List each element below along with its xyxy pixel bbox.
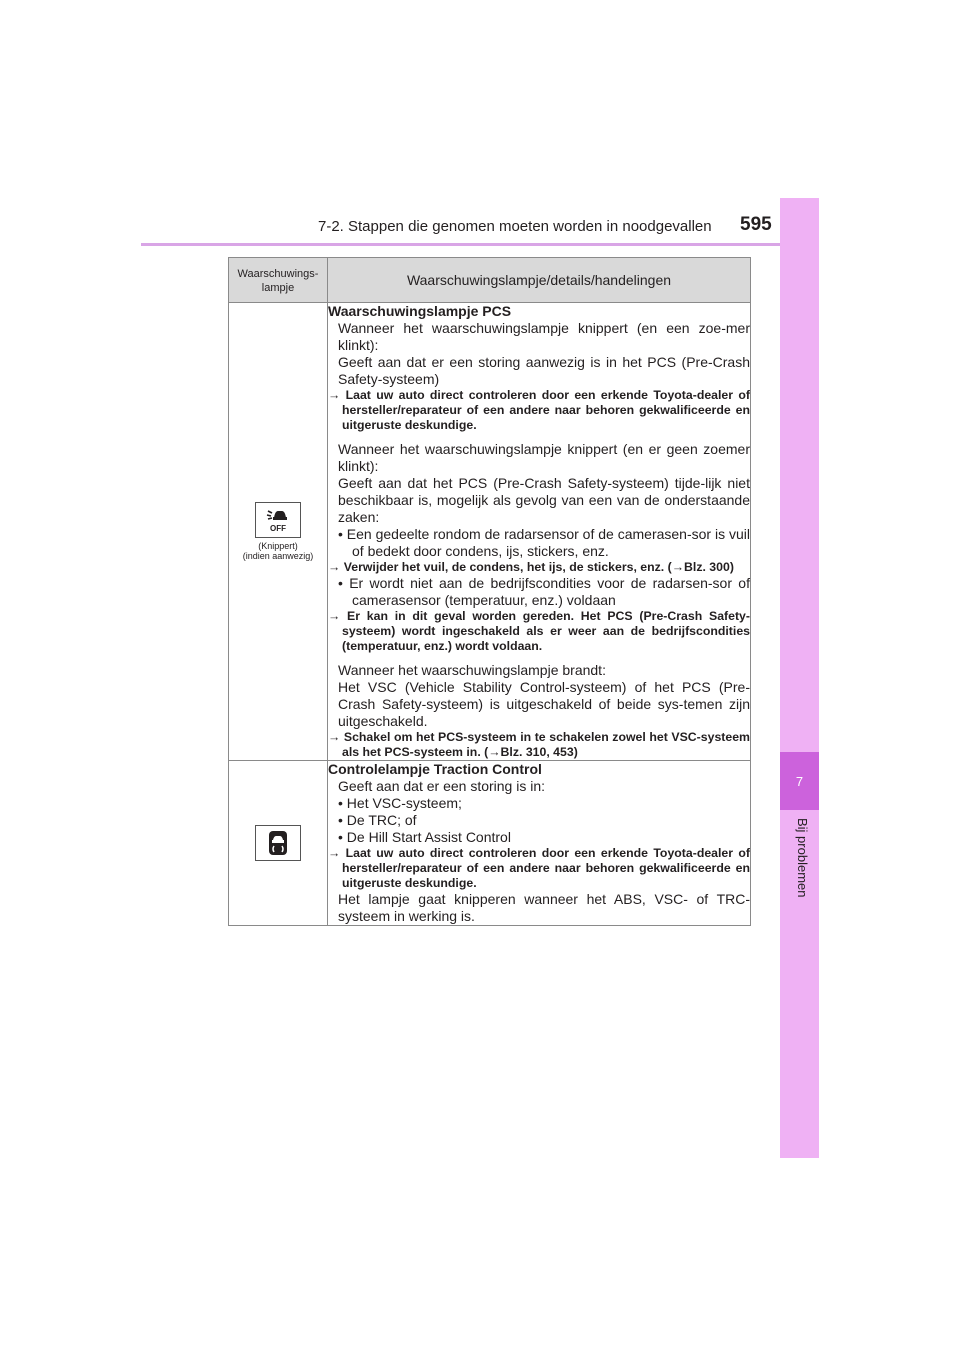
- lamp-caption-if-equipped: (indien aanwezig): [242, 551, 314, 561]
- chapter-number-tab[interactable]: 7: [780, 752, 819, 810]
- table-row: [229, 761, 751, 926]
- chapter-side-band: [780, 198, 819, 1158]
- column-header-lamp: Waarschuwings-lampje: [229, 258, 328, 303]
- action-text: → Verwijder het vuil, de condens, het ijs, de stickers, enz. (→Blz. 300): [328, 560, 734, 574]
- bullet-item: • De Hill Start Assist Control: [338, 829, 511, 845]
- page-number: 595: [740, 214, 772, 235]
- action-text: → Er kan in dit geval worden gereden. Het PCS (Pre-Crash Safety-systeem) wordt ingeschakeld als er weer aan de bedrijfscondities (temperatuur, enz.) wordt voldaan.: [328, 609, 750, 653]
- section-title: Controlelampje Traction Control: [328, 761, 542, 777]
- condition-text: Wanneer het waarschuwingslampje brandt:: [338, 662, 606, 678]
- bullet-item: • De TRC; of: [338, 812, 417, 828]
- warning-lamp-table: [228, 257, 751, 926]
- action-text: → Schakel om het PCS-systeem in te schakelen zowel het VSC-systeem als het PCS-systeem in. (→Blz. 310, 453): [328, 730, 750, 759]
- traction-control-icon: [255, 825, 301, 861]
- bullet-item: • Het VSC-systeem;: [338, 795, 462, 811]
- action-text: → Laat uw auto direct controleren door een erkende Toyota-dealer of hersteller/reparateur of een andere naar behoren gekwalificeerde en uitgeruste deskundige.: [328, 388, 750, 432]
- chapter-label: Bij problemen: [795, 818, 810, 898]
- table-row: [229, 303, 751, 761]
- traction-control-details-cell: [328, 761, 751, 926]
- bullet-item: • Er wordt niet aan de bedrijfscondities voor de radarsen-sor of camerasensor (temperatuur, enz.) voldaan: [338, 575, 750, 608]
- lamp-cell: [229, 303, 328, 761]
- lamp-caption-blinking: (Knippert): [258, 541, 298, 551]
- svg-text:OFF: OFF: [270, 524, 286, 533]
- action-text: → Laat uw auto direct controleren door een erkende Toyota-dealer of hersteller/reparateur of een andere naar behoren gekwalificeerde en uitgeruste deskundige.: [328, 846, 750, 890]
- description-text: Geeft aan dat er een storing aanwezig is in het PCS (Pre-Crash Safety-systeem): [338, 354, 750, 387]
- header-divider: [141, 243, 819, 246]
- description-text: Geeft aan dat er een storing is in:: [338, 778, 546, 794]
- condition-text: Wanneer het waarschuwingslampje knippert (en er geen zoemer klinkt):: [338, 441, 750, 474]
- section-title: Waarschuwingslampje PCS: [328, 303, 512, 319]
- description-text: Het VSC (Vehicle Stability Control-systeem) of het PCS (Pre-Crash Safety-systeem) is uitgeschakeld of beide sys-temen zijn uitgeschakeld.: [338, 679, 750, 729]
- page-header-title: 7-2. Stappen die genomen moeten worden in noodgevallen: [318, 218, 712, 235]
- description-text: Het lampje gaat knipperen wanneer het ABS, VSC- of TRC-systeem in werking is.: [338, 891, 750, 924]
- lamp-cell: [229, 761, 328, 926]
- bullet-item: • Een gedeelte rondom de radarsensor of de camerasen-sor is vuil of bedekt door condens, ijs, stickers, enz.: [338, 526, 750, 559]
- table-header-row: [229, 258, 751, 303]
- condition-text: Wanneer het waarschuwingslampje knippert (en een zoe-mer klinkt):: [338, 320, 750, 353]
- column-header-details: Waarschuwingslampje/details/handelingen: [328, 258, 751, 303]
- pcs-details-cell: [328, 303, 751, 761]
- description-text: Geeft aan dat het PCS (Pre-Crash Safety-systeem) tijde-lijk niet beschikbaar is, mogelijk als gevolg van een van de onderstaande zaken:: [338, 475, 750, 525]
- pcs-off-warning-icon: [255, 502, 301, 538]
